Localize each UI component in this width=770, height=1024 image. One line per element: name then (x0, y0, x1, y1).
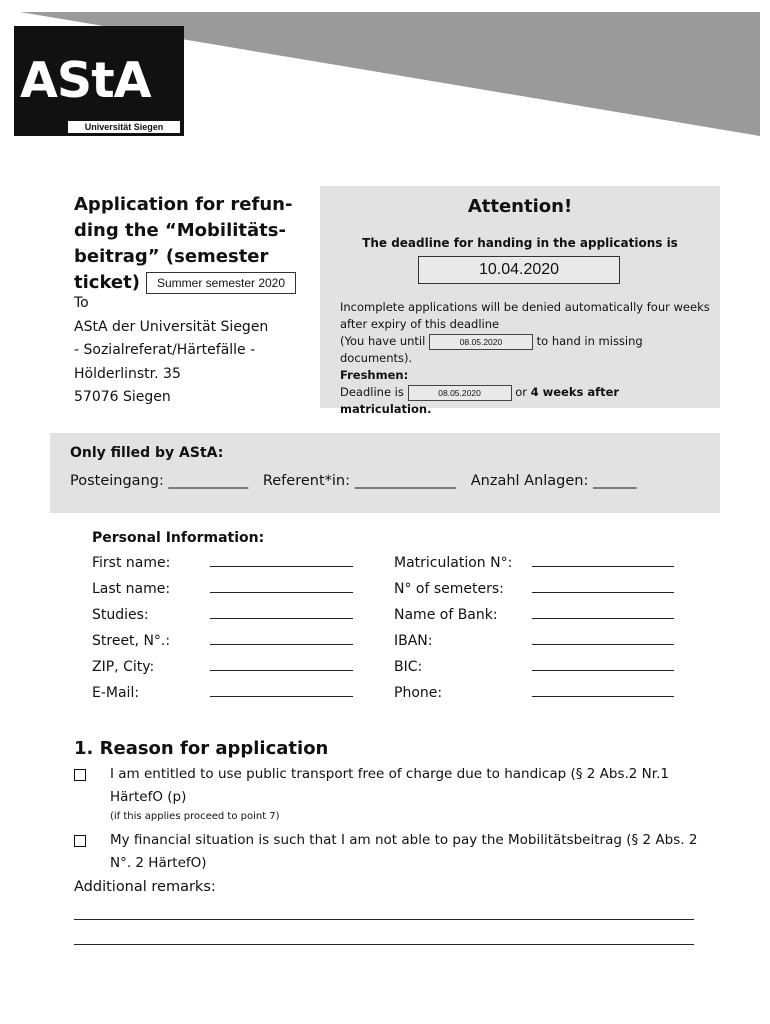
address-line: To (74, 295, 89, 311)
bank-name-field[interactable] (532, 618, 674, 619)
remarks-line[interactable] (74, 920, 694, 945)
studies-field[interactable] (210, 618, 353, 619)
field-row (92, 550, 692, 576)
asta-panel-heading: Only filled by AStA: (70, 445, 224, 461)
field-row (92, 654, 692, 680)
phone-field[interactable] (532, 696, 674, 697)
iban-field[interactable] (532, 644, 674, 645)
address-line: AStA der Universität Siegen (74, 318, 269, 335)
anlagen-field[interactable]: Anzahl Anlagen: ______ (470, 473, 637, 489)
weeks-after-text: 4 weeks after matriculation. (340, 385, 620, 416)
studies-label: Studies: (92, 607, 149, 623)
asta-logo (14, 26, 184, 136)
field-row (92, 576, 692, 602)
address-line: 57076 Siegen (74, 389, 171, 405)
attention-heading: Attention! (467, 196, 573, 217)
field-row (92, 628, 692, 654)
option-label: My financial situation is such that I am not able to pay the Mobilitätsbeitrag (§ 2 Abs. 2 N°. 2 HärtefO) (110, 832, 698, 871)
you-have-until-text: (You have until (340, 334, 426, 348)
attention-panel (320, 186, 720, 416)
reason-heading: 1. Reason for application (74, 738, 329, 759)
logo-subtitle: Universität Siegen (68, 121, 180, 133)
asta-only-panel (50, 433, 720, 513)
iban-label: IBAN: (394, 633, 433, 649)
zip-city-field[interactable] (210, 670, 353, 671)
first-name-label: First name: (92, 555, 171, 571)
logo-wordmark: AStA (20, 52, 151, 109)
address-line: - Sozialreferat/Härtefälle - (74, 342, 256, 358)
personal-info-section (92, 530, 692, 706)
last-name-field[interactable] (210, 592, 353, 593)
last-name-label: Last name: (92, 581, 171, 597)
reason-option-handicap[interactable] (74, 763, 704, 809)
title-line: ticket) (74, 272, 140, 293)
attention-info (340, 299, 710, 418)
field-row (92, 602, 692, 628)
street-label: Street, N°.: (92, 633, 171, 649)
asta-panel-fields (70, 473, 647, 489)
deadline-text: The deadline for handing in the applications is (362, 236, 678, 250)
address-line: Hölderlinstr. 35 (74, 365, 181, 382)
title-line: Application for refun- (74, 194, 293, 215)
reason-option-financial[interactable] (74, 829, 704, 875)
semesters-label: N° of semeters: (394, 581, 504, 597)
or-text: or (515, 385, 527, 399)
deadline-field[interactable]: 10.04.2020 (418, 256, 620, 284)
reason-section (74, 738, 704, 945)
remarks-label: Additional remarks: (74, 879, 216, 895)
option-label: I am entitled to use public transport free of charge due to handicap (§ 2 Abs.2 Nr.1 HärtefO (p) (110, 766, 669, 805)
freshmen-label: Freshmen: (340, 368, 409, 382)
personal-info-heading: Personal Information: (92, 530, 265, 546)
posteingang-field[interactable]: Posteingang: ___________ (70, 473, 249, 489)
bank-name-label: Name of Bank: (394, 607, 498, 623)
recipient-address (74, 292, 268, 410)
phone-label: Phone: (394, 685, 443, 701)
checkbox[interactable] (74, 835, 86, 847)
hand-in-text: to hand in missing documents). (340, 334, 643, 365)
freshmen-date-field[interactable]: 08.05.2020 (408, 385, 512, 401)
option-note: (if this applies proceed to point 7) (110, 811, 280, 822)
zip-city-label: ZIP, City: (92, 659, 155, 675)
title-line: ding the “Mobilitäts- (74, 220, 286, 241)
semesters-field[interactable] (532, 592, 674, 593)
incomplete-text: Incomplete applications will be denied automatically four weeks after expiry of this deadline (340, 300, 710, 331)
field-row (92, 680, 692, 706)
bic-field[interactable] (532, 670, 674, 671)
bic-label: BIC: (394, 659, 423, 675)
missing-docs-date-field[interactable]: 08.05.2020 (429, 334, 533, 350)
email-field[interactable] (210, 696, 353, 697)
email-label: E-Mail: (92, 685, 140, 701)
matriculation-label: Matriculation N°: (394, 555, 513, 571)
title-line: beitrag” (semester (74, 246, 269, 267)
remarks-line[interactable] (74, 895, 694, 920)
first-name-field[interactable] (210, 566, 353, 567)
matriculation-field[interactable] (532, 566, 674, 567)
referent-field[interactable]: Referent*in: ______________ (262, 473, 457, 489)
deadline-is-text: Deadline is (340, 385, 404, 399)
semester-field[interactable]: Summer semester 2020 (146, 272, 296, 294)
checkbox[interactable] (74, 769, 86, 781)
street-field[interactable] (210, 644, 353, 645)
